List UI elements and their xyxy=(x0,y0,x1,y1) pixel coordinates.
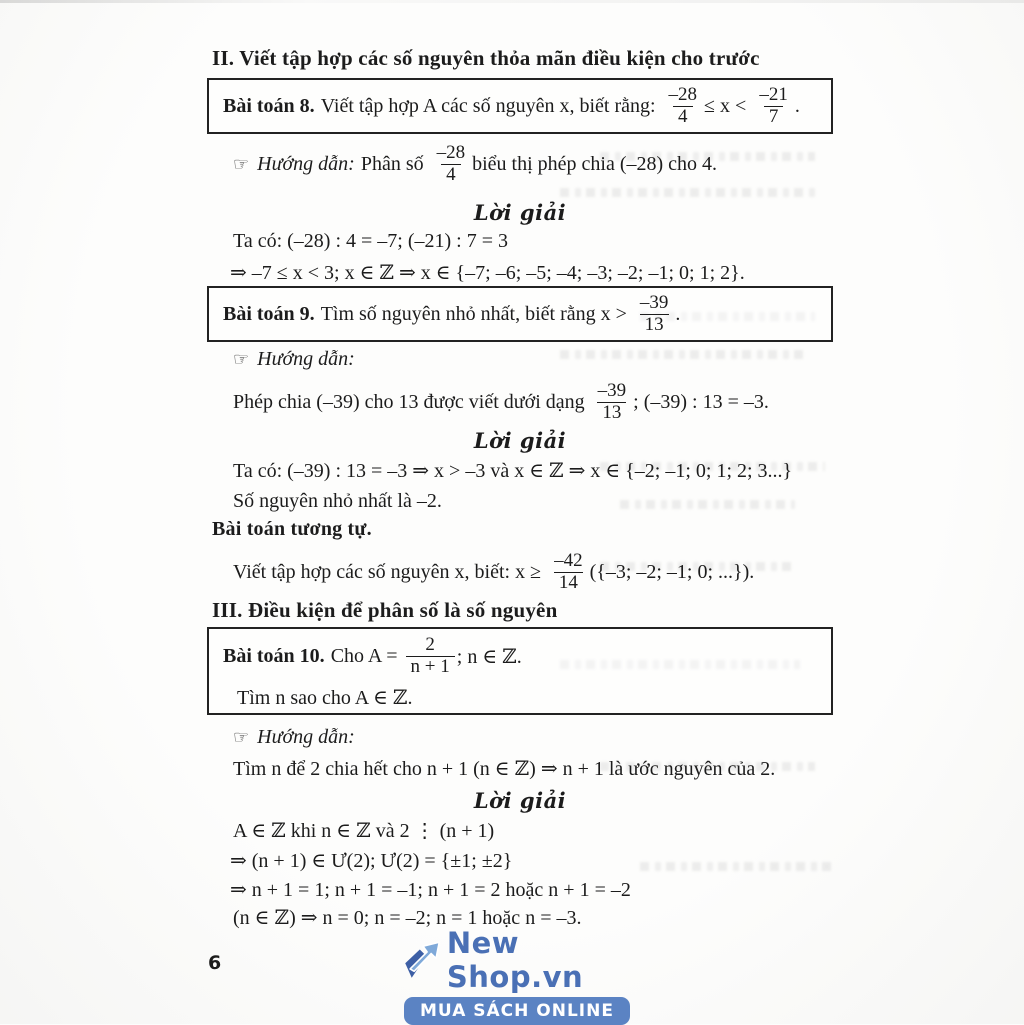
fraction-denominator: 7 xyxy=(764,106,784,128)
problem-9-box xyxy=(207,286,833,342)
similar-text-before: Viết tập hợp các số nguyên x, biết: x ≥ xyxy=(233,560,542,583)
newshop-logo xyxy=(402,926,632,1025)
solution-8-line2: ⇒ –7 ≤ x < 3; x ∈ ℤ ⇒ x ∈ {–7; –6; –5; –4; –3; –2; –1; 0; 1; 2}. xyxy=(230,262,745,284)
problem-8-text: Viết tập hợp A các số nguyên x, biết rằng: xyxy=(320,94,656,117)
page-number: 6 xyxy=(208,952,222,974)
problem-8-relation: ≤ x < xyxy=(704,94,747,117)
guide-8-label: Hướng dẫn: xyxy=(257,152,355,175)
newshop-brand-text: New Shop.vn xyxy=(446,926,584,994)
guide-8 xyxy=(207,138,859,190)
problem-10-label: Bài toán 10. xyxy=(223,644,325,667)
guide-10-line: Tìm n để 2 chia hết cho n + 1 (n ∈ ℤ) ⇒ n + 1 là ước nguyên của 2. xyxy=(233,758,776,780)
problem-10-statement xyxy=(209,629,831,683)
pointing-hand-icon: ☞ xyxy=(233,349,250,370)
fraction-denominator: 13 xyxy=(640,314,669,336)
fraction-numerator: –28 xyxy=(668,83,698,105)
problem-8-box xyxy=(207,78,833,134)
problem-9-label: Bài toán 9. xyxy=(223,302,315,325)
similar-problem-heading: Bài toán tương tự. xyxy=(212,518,372,540)
solution-10-line1: A ∈ ℤ khi n ∈ ℤ và 2 ⋮ (n + 1) xyxy=(233,820,495,842)
guide-10-label: Hướng dẫn: xyxy=(257,726,355,748)
pointing-hand-icon: ☞ xyxy=(233,153,250,175)
fraction-numerator: –42 xyxy=(554,549,583,571)
fraction xyxy=(664,85,703,127)
section-ii-heading: II. Viết tập hợp các số nguyên thỏa mãn điều kiện cho trước xyxy=(212,46,760,70)
problem-8-label: Bài toán 8. xyxy=(223,94,315,117)
guide-9-text-before: Phép chia (–39) cho 13 được viết dưới dạng xyxy=(233,390,585,413)
similar-text-after: ({–3; –2; –1; 0; ...}). xyxy=(589,560,755,583)
solution-9-heading: Lời giải xyxy=(473,428,567,453)
problem-10-text-after: ; n ∈ ℤ. xyxy=(456,645,522,668)
guide-9-line xyxy=(207,376,859,428)
guide-9-text-after: ; (–39) : 13 = –3. xyxy=(633,390,769,413)
solution-9-line1: Ta có: (–39) : 13 = –3 ⇒ x > –3 và x ∈ ℤ ⇒ x ∈ {–2; –1; 0; 1; 2; 3...} xyxy=(233,460,793,482)
similar-problem-line xyxy=(207,546,859,598)
fraction xyxy=(406,635,455,677)
fraction-numerator: –28 xyxy=(436,141,466,163)
guide-9-label: Hướng dẫn: xyxy=(257,348,355,370)
fraction xyxy=(549,551,588,593)
guide-10-label-row xyxy=(207,726,859,749)
problem-9-period: . xyxy=(675,302,681,325)
problem-8-period: . xyxy=(794,94,800,117)
fraction-numerator: –39 xyxy=(639,291,669,313)
solution-8-line1: Ta có: (–28) : 4 = –7; (–21) : 7 = 3 xyxy=(233,230,508,252)
pointing-hand-icon: ☞ xyxy=(233,727,250,748)
newshop-logo-row xyxy=(402,926,632,994)
fraction-numerator: 2 xyxy=(425,633,435,655)
fraction-denominator: 4 xyxy=(441,164,461,186)
problem-9-statement xyxy=(209,288,831,340)
solution-10-line2: ⇒ (n + 1) ∈ Ư(2); Ư(2) = {±1; ±2} xyxy=(230,850,513,872)
fraction-numerator: –39 xyxy=(597,379,627,401)
solution-9-line2: Số nguyên nhỏ nhất là –2. xyxy=(233,490,442,512)
arrow-icon xyxy=(402,935,441,985)
guide-8-text-before: Phân số xyxy=(360,152,424,175)
newshop-badge: MUA SÁCH ONLINE xyxy=(404,997,630,1025)
fraction-denominator: n + 1 xyxy=(406,656,455,678)
fraction-denominator: 13 xyxy=(597,402,626,424)
section-iii-heading: III. Điều kiện để phân số là số nguyên xyxy=(212,598,558,622)
problem-8-statement xyxy=(209,80,831,132)
fraction-numerator: –21 xyxy=(759,83,788,105)
fraction-denominator: 14 xyxy=(554,572,583,594)
solution-10-line3: ⇒ n + 1 = 1; n + 1 = –1; n + 1 = 2 hoặc n + 1 = –2 xyxy=(230,879,631,901)
guide-8-text-after: biểu thị phép chia (–28) cho 4. xyxy=(472,152,718,175)
guide-9-label-row xyxy=(207,348,859,371)
fraction xyxy=(635,293,674,335)
problem-10-text: Cho A = xyxy=(330,644,398,667)
problem-10-box xyxy=(207,627,833,715)
fraction xyxy=(432,143,471,185)
problem-10-line2: Tìm n sao cho A ∈ ℤ. xyxy=(237,687,413,709)
solution-10-line4: (n ∈ ℤ) ⇒ n = 0; n = –2; n = 1 hoặc n = –3. xyxy=(233,907,582,929)
solution-10-heading: Lời giải xyxy=(473,788,567,813)
fraction-denominator: 4 xyxy=(673,106,693,128)
problem-9-text: Tìm số nguyên nhỏ nhất, biết rằng x > xyxy=(320,302,627,325)
fraction xyxy=(754,85,793,127)
fraction xyxy=(593,381,632,423)
solution-8-heading: Lời giải xyxy=(473,200,567,225)
